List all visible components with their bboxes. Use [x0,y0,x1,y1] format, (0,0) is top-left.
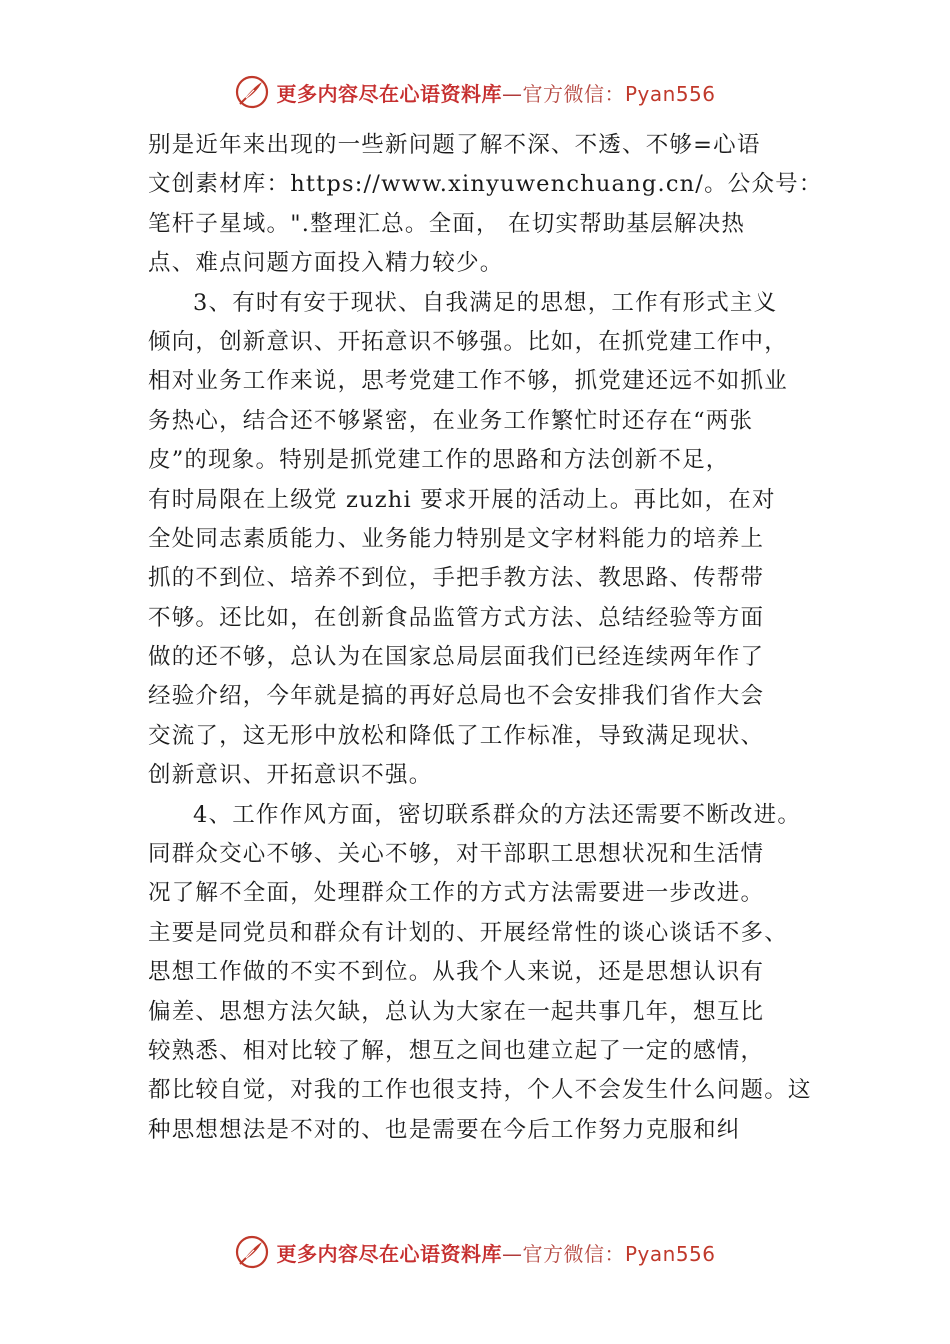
footer-banner-inner [234,1234,715,1270]
body-text-line: 3、有时有安于现状、自我满足的思想，工作有形式主义 [193,289,778,316]
feather-pen-logo-icon [234,1234,270,1270]
footer-banner-lead: 更多内容尽在心语资料库 [276,1241,502,1266]
body-text-line: 种思想想法是不对的、也是需要在今后工作努力克服和纠 [148,1116,741,1143]
body-text-line: 做的还不够，总认为在国家总局层面我们已经连续两年作了 [148,644,765,671]
body-text-line: 况了解不全面，处理群众工作的方式方法需要进一步改进。 [148,880,765,907]
footer-banner [0,1232,950,1272]
body-text-line: 有时局限在上级党 zuzhi 要求开展的活动上。再比如，在对 [148,486,776,513]
body-text-line: 文创素材库：https://www.xinyuwenchuang.cn/。公众号： [148,171,823,198]
header-banner-lead: 更多内容尽在心语资料库 [276,81,502,106]
footer-banner-wechat-label: 官方微信： [522,1241,625,1266]
document-body [148,126,838,1150]
body-text-line: 思想工作做的不实不到位。从我个人来说，还是思想认识有 [148,959,765,986]
body-text-line: 较熟悉、相对比较了解，想互之间也建立起了一定的感情， [148,1037,765,1064]
body-text-line: 偏差、思想方法欠缺，总认为大家在一起共事几年，想互比 [148,998,765,1025]
body-text-line: 都比较自觉，对我的工作也很支持，个人不会发生什么问题。这 [148,1077,812,1104]
header-banner-wechat-id: Pyan556 [624,81,716,106]
header-banner [0,72,950,112]
body-text-line: 经验介绍，今年就是搞的再好总局也不会安排我们省作大会 [148,683,765,710]
header-banner-wechat-label: 官方微信： [522,81,625,106]
footer-banner-text [276,1238,715,1267]
body-text-line: 同群众交心不够、关心不够，对干部职工思想状况和生活情 [148,841,765,868]
body-text-line: 笔杆子星域。".整理汇总。全面， 在切实帮助基层解决热 [148,210,746,237]
body-text-line: 主要是同党员和群众有计划的、开展经常性的谈心谈话不多、 [148,919,788,946]
footer-banner-dash: — [501,1241,523,1266]
body-text-line: 相对业务工作来说，思考党建工作不够，抓党建还远不如抓业 [148,368,788,395]
feather-pen-logo-icon [234,74,270,110]
body-text-line: 点、难点问题方面投入精力较少。 [148,250,504,277]
body-text-line: 抓的不到位、培养不到位，手把手教方法、教思路、传帮带 [148,565,765,592]
header-banner-dash: — [501,81,523,106]
header-banner-text [276,78,715,107]
body-text-line: 倾向，创新意识、开拓意识不够强。比如，在抓党建工作中， [148,328,788,355]
body-text-line: 全处同志素质能力、业务能力特别是文字材料能力的培养上 [148,525,765,552]
footer-banner-wechat-id: Pyan556 [624,1241,716,1266]
body-text-line: 务热心，结合还不够紧密，在业务工作繁忙时还存在“两张 [148,407,754,434]
header-banner-inner [234,74,715,110]
body-text-line: 皮”的现象。特别是抓党建工作的思路和方法创新不足， [148,447,730,474]
body-text-line: 交流了，这无形中放松和降低了工作标准，导致满足现状、 [148,722,765,749]
body-text-line: 4、工作作风方面，密切联系群众的方法还需要不断改进。 [193,801,802,828]
body-text-line: 别是近年来出现的一些新问题了解不深、不透、不够=心语 [148,132,761,158]
body-text-line: 不够。还比如，在创新食品监管方式方法、总结经验等方面 [148,604,765,631]
body-text-line: 创新意识、开拓意识不强。 [148,762,433,789]
